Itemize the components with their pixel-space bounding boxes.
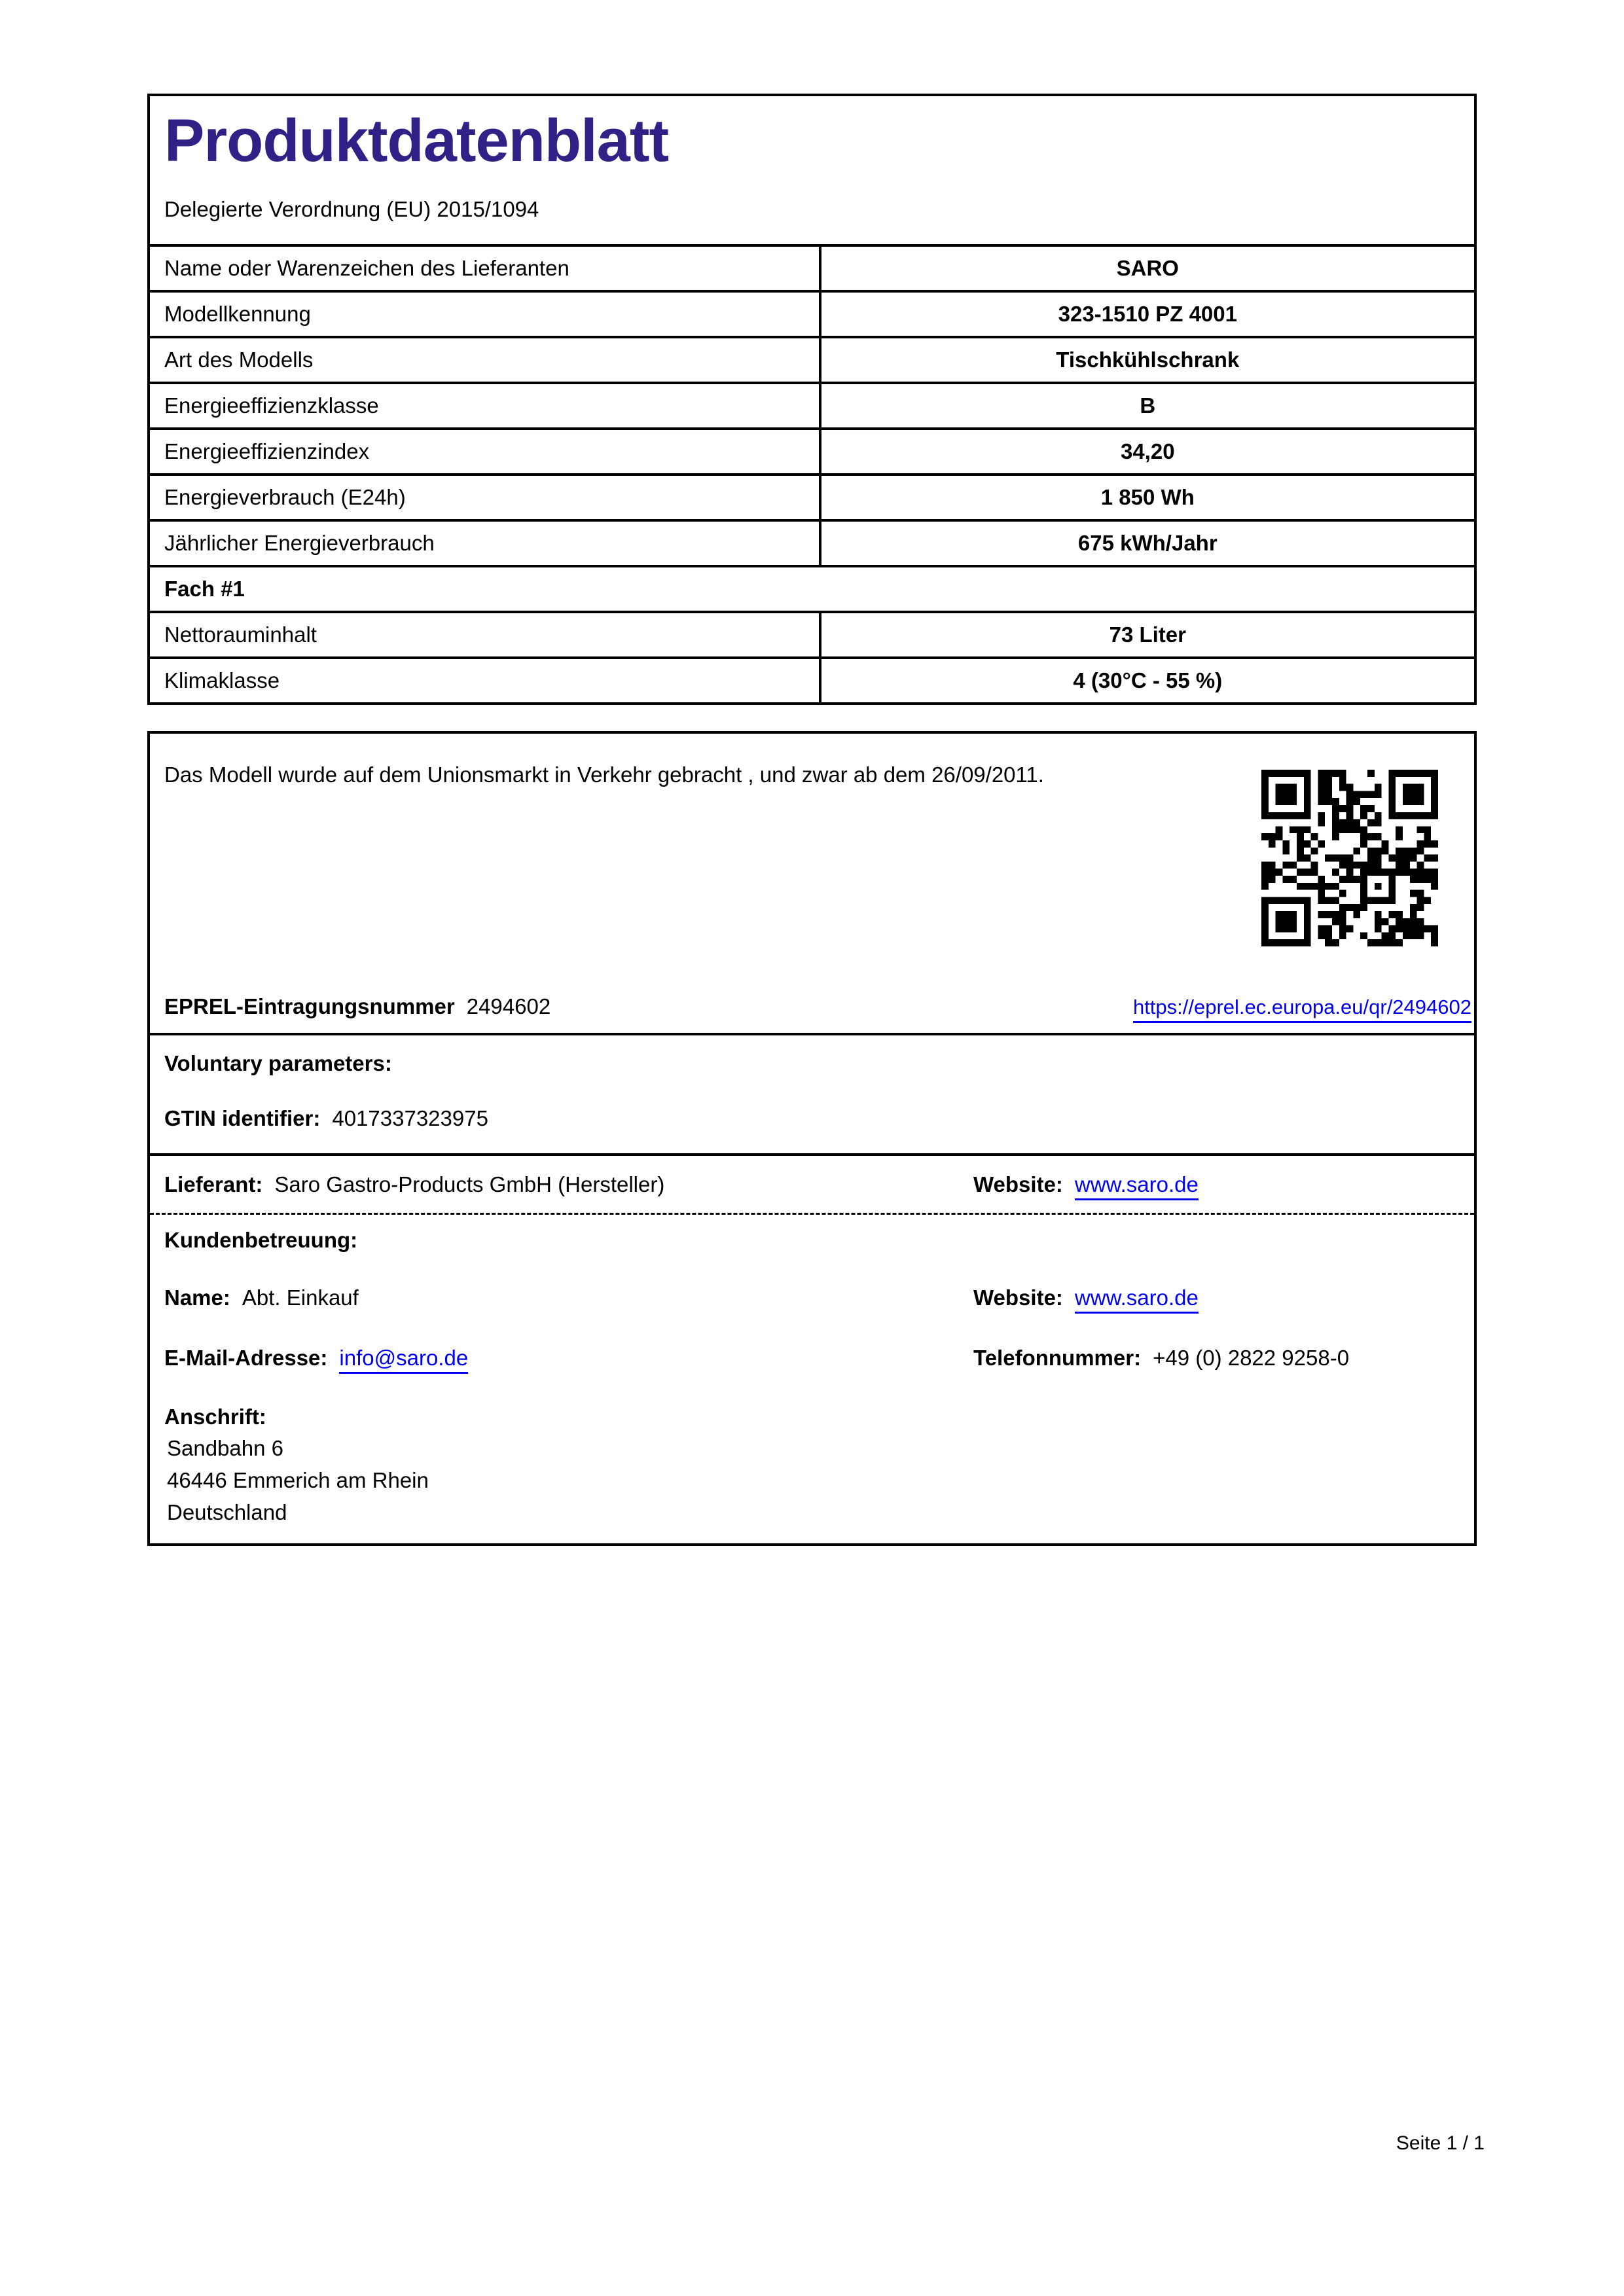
title-block: [150, 96, 1474, 244]
spec-label: Nettorauminhalt: [164, 622, 317, 647]
table-row: [150, 565, 1474, 611]
market-placement-section: [150, 734, 1474, 1035]
spec-value: Tischkühlschrank: [819, 338, 1474, 382]
spec-value: B: [819, 384, 1474, 427]
regulation-subtitle: Delegierte Verordnung (EU) 2015/1094: [164, 197, 539, 221]
support-website-label: Website:: [973, 1285, 1063, 1310]
table-row: [150, 244, 1474, 290]
name-label: Name:: [164, 1285, 230, 1310]
qr-code-icon: [1261, 770, 1438, 946]
page-number: Seite 1 / 1: [1396, 2132, 1485, 2154]
address-line: Deutschland: [167, 1500, 287, 1524]
table-row: [150, 656, 1474, 702]
address-block: [167, 1432, 429, 1528]
product-datasheet-panel: [147, 94, 1477, 705]
spec-label: Energieeffizienzindex: [164, 439, 370, 463]
support-phone-group: [973, 1346, 1349, 1371]
supplier-group: [164, 1172, 665, 1196]
eprel-number: 2494602: [466, 994, 551, 1018]
support-website-group: [973, 1285, 1199, 1310]
spec-label: Klimaklasse: [164, 668, 280, 692]
spec-label: Fach #1: [164, 577, 245, 601]
support-name-group: [164, 1285, 359, 1310]
email-link[interactable]: info@saro.de: [339, 1346, 468, 1374]
spec-label: Art des Modells: [164, 348, 314, 372]
address-heading: Anschrift:: [164, 1405, 266, 1429]
support-heading: Kundenbetreuung:: [164, 1228, 358, 1252]
website-label: Website:: [973, 1172, 1063, 1196]
table-row: [150, 290, 1474, 336]
eprel-number-group: [164, 994, 550, 1019]
customer-support-section: [150, 1215, 1474, 1543]
support-email-row: [164, 1346, 1460, 1371]
eprel-label: EPREL-Eintragungsnummer: [164, 994, 455, 1018]
phone-label: Telefonnummer:: [973, 1346, 1142, 1370]
spec-label: Energieeffizienzklasse: [164, 393, 379, 418]
supplier-website-link[interactable]: www.saro.de: [1075, 1172, 1199, 1200]
supplier-label: Lieferant:: [164, 1172, 263, 1196]
supplier-row: [164, 1172, 1460, 1197]
support-name-row: [164, 1285, 1460, 1310]
gtin-value: 4017337323975: [332, 1106, 488, 1130]
spec-label: Energieverbrauch (E24h): [164, 485, 406, 509]
address-line: Sandbahn 6: [167, 1436, 284, 1460]
eprel-row: [164, 994, 1471, 1023]
spec-label: Name oder Warenzeichen des Lieferanten: [164, 256, 569, 280]
spec-value: 4 (30°C - 55 %): [819, 659, 1474, 702]
supplier-website-group: [973, 1172, 1199, 1197]
page-title: Produktdatenblatt: [164, 107, 669, 174]
product-spec-table: [150, 244, 1474, 702]
spec-label: Jährlicher Energieverbrauch: [164, 531, 435, 555]
table-row: [150, 382, 1474, 427]
address-line: 46446 Emmerich am Rhein: [167, 1468, 429, 1492]
gtin-row: [164, 1106, 488, 1131]
support-website-link[interactable]: www.saro.de: [1075, 1285, 1199, 1314]
table-row: [150, 336, 1474, 382]
supplier-value: Saro Gastro-Products GmbH (Hersteller): [274, 1172, 665, 1196]
name-value: Abt. Einkauf: [242, 1285, 359, 1310]
supplier-section: [150, 1156, 1474, 1215]
table-row: [150, 611, 1474, 656]
spec-value: SARO: [819, 247, 1474, 290]
voluntary-parameters-section: [150, 1035, 1474, 1156]
gtin-label: GTIN identifier:: [164, 1106, 321, 1130]
spec-value: 73 Liter: [819, 613, 1474, 656]
spec-label: Modellkennung: [164, 302, 311, 326]
phone-value: +49 (0) 2822 9258-0: [1153, 1346, 1350, 1370]
voluntary-heading: Voluntary parameters:: [164, 1051, 392, 1075]
support-email-group: [164, 1346, 469, 1370]
spec-value: 323-1510 PZ 4001: [819, 293, 1474, 336]
eprel-link[interactable]: https://eprel.ec.europa.eu/qr/2494602: [1133, 996, 1471, 1023]
spec-value: 34,20: [819, 430, 1474, 473]
market-info-panel: [147, 731, 1477, 1546]
table-row: [150, 427, 1474, 473]
spec-value: 1 850 Wh: [819, 476, 1474, 519]
table-row: [150, 519, 1474, 565]
product-table-body: [150, 244, 1474, 702]
email-label: E-Mail-Adresse:: [164, 1346, 328, 1370]
table-row: [150, 473, 1474, 519]
spec-value: 675 kWh/Jahr: [819, 522, 1474, 565]
market-placement-statement: Das Modell wurde auf dem Unionsmarkt in Verkehr gebracht , und zwar ab dem 26/09/2011.: [164, 762, 1044, 787]
